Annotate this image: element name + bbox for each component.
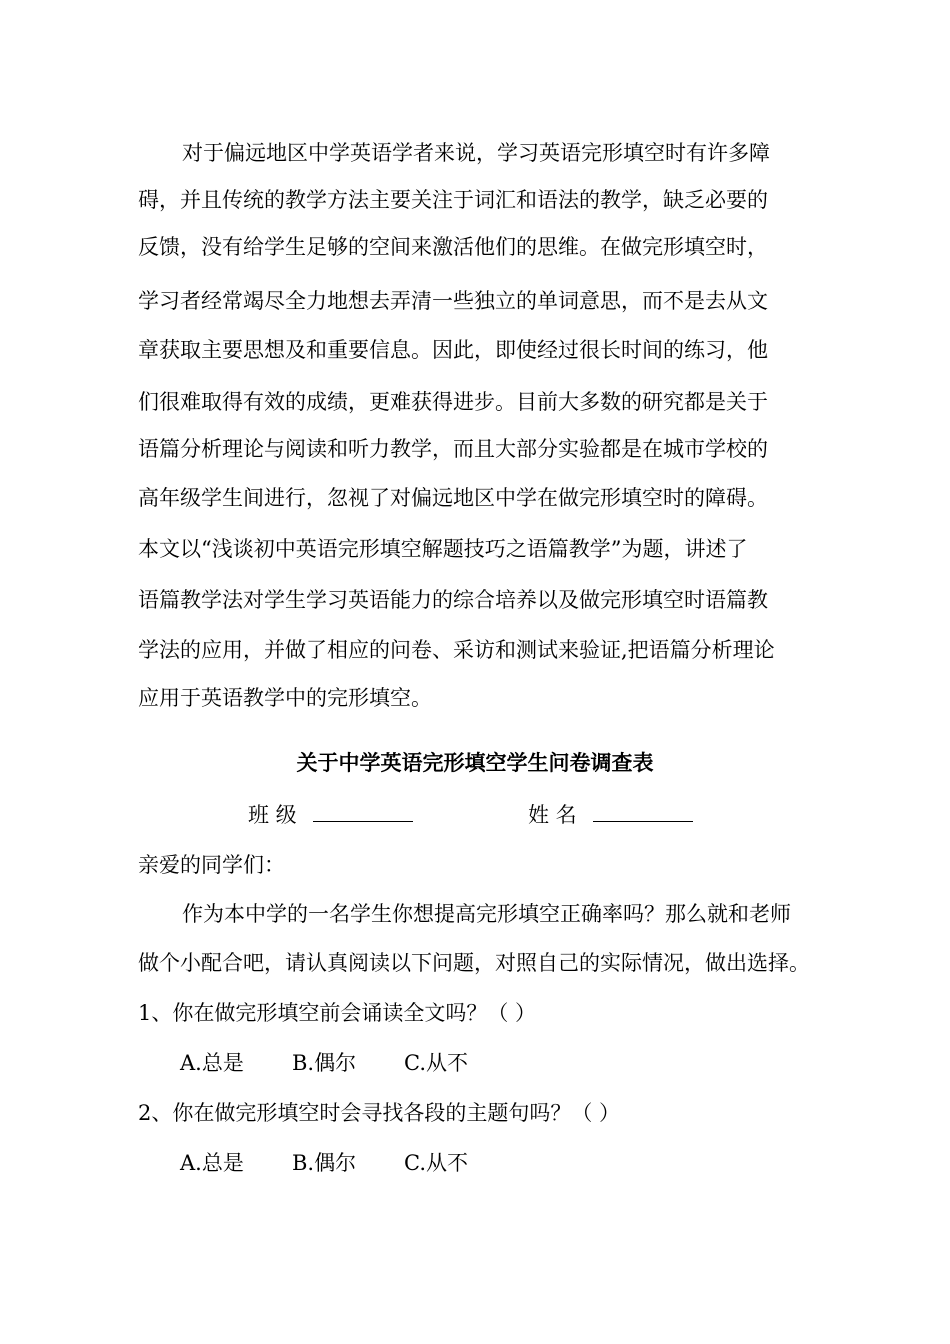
- survey-title: 关于中学英语完形填空学生问卷调查表: [296, 750, 654, 775]
- survey-intro-line: 做个小配合吧，请认真阅读以下问题，对照自己的实际情况，做出选择。: [138, 951, 810, 975]
- name-field: [528, 801, 693, 828]
- name-label: 姓 名: [528, 803, 577, 827]
- intro-line: 们很难取得有效的成绩，更难获得进步。目前大多数的研究都是关于: [138, 390, 768, 414]
- intro-line: 语篇分析理论与阅读和听力教学，而且大部分实验都是在城市学校的: [138, 437, 768, 461]
- option-a: A.总是: [180, 1051, 244, 1075]
- question-text: 2、你在做完形填空时会寻找各段的主题句吗？（ ）: [138, 1101, 621, 1125]
- intro-line: 本文以“浅谈初中英语完形填空解题技巧之语篇教学”为题，讲述了: [138, 537, 748, 561]
- class-label: 班 级: [248, 803, 297, 827]
- intro-line: 反馈，没有给学生足够的空间来激活他们的思维。在做完形填空时，: [138, 235, 768, 259]
- intro-line: 学习者经常竭尽全力地想去弄清一些独立的单词意思，而不是去从文: [138, 289, 768, 313]
- intro-line: 应用于英语教学中的完形填空。: [138, 686, 432, 710]
- class-field: [248, 801, 413, 828]
- intro-line: 章获取主要思想及和重要信息。因此，即使经过很长时间的练习，他: [138, 338, 768, 362]
- survey-intro-line: 作为本中学的一名学生你想提高完形填空正确率吗？那么就和老师: [182, 902, 791, 926]
- question-text: 1、你在做完形填空前会诵读全文吗？（ ）: [138, 1001, 537, 1025]
- option-c: C.从不: [404, 1151, 468, 1175]
- option-c: C.从不: [404, 1051, 468, 1075]
- intro-line: 碍，并且传统的教学方法主要关注于词汇和语法的教学，缺乏必要的: [138, 188, 768, 212]
- intro-line: 高年级学生间进行，忽视了对偏远地区中学在做完形填空时的障碍。: [138, 486, 768, 510]
- option-a: A.总是: [180, 1151, 244, 1175]
- option-b: B.偶尔: [292, 1051, 357, 1075]
- greeting: 亲爱的同学们：: [138, 853, 285, 877]
- intro-line: 学法的应用，并做了相应的问卷、采访和测试来验证,把语篇分析理论: [138, 638, 775, 662]
- name-blank: [593, 801, 693, 822]
- intro-line: 语篇教学法对学生学习英语能力的综合培养以及做完形填空时语篇教: [138, 588, 768, 612]
- intro-line: 对于偏远地区中学英语学者来说，学习英语完形填空时有许多障: [182, 141, 770, 165]
- class-blank: [313, 801, 413, 822]
- option-b: B.偶尔: [292, 1151, 357, 1175]
